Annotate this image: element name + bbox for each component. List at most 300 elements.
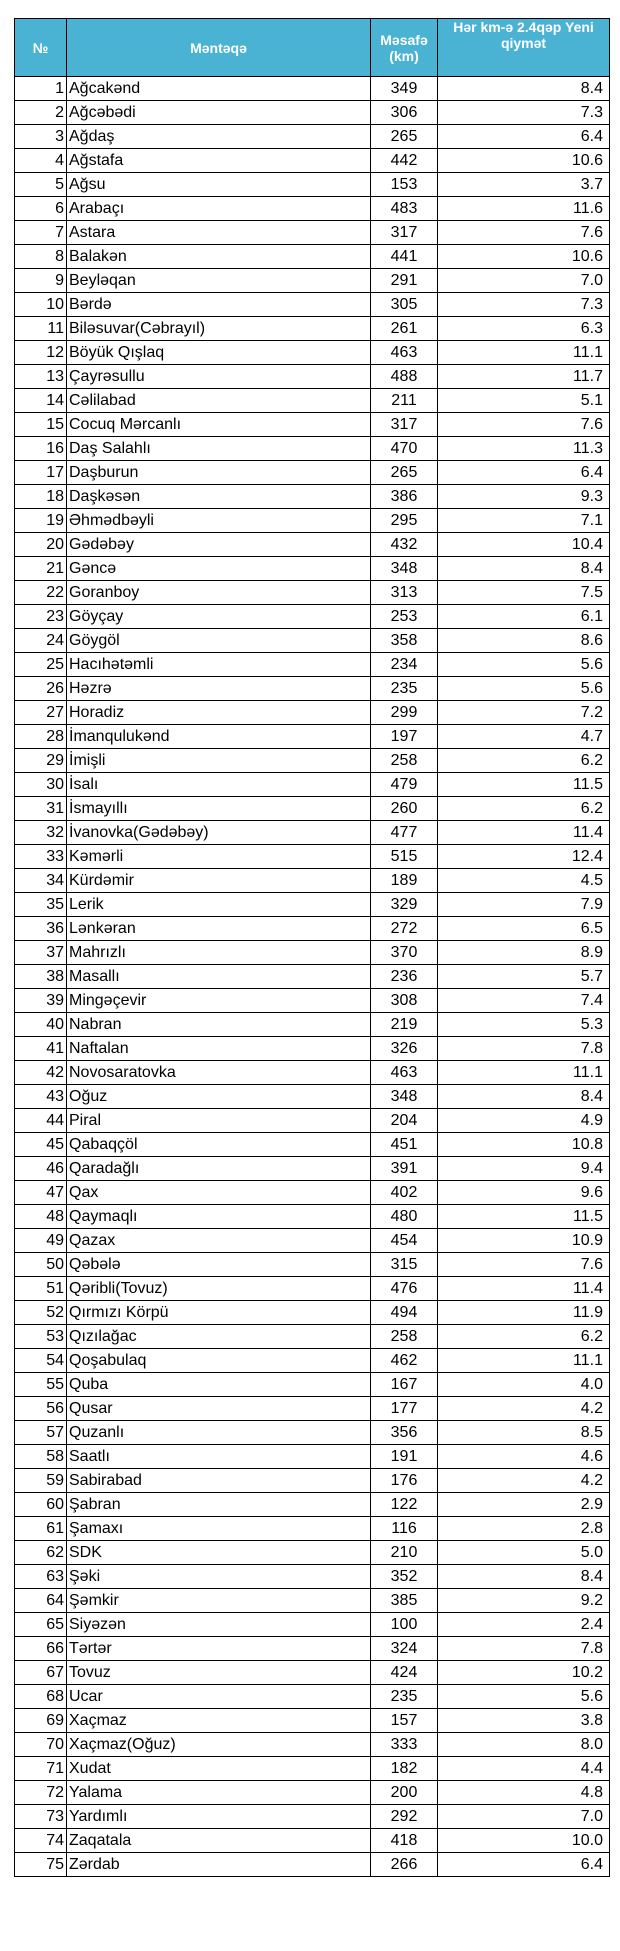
table-row bbox=[15, 869, 610, 893]
price-cell: 11.4 bbox=[438, 821, 610, 845]
distance-cell: 352 bbox=[371, 1565, 438, 1589]
table-row bbox=[15, 845, 610, 869]
location-cell: Zaqatala bbox=[67, 1829, 371, 1853]
distance-cell: 235 bbox=[371, 677, 438, 701]
table-row bbox=[15, 1565, 610, 1589]
location-cell: Qusar bbox=[67, 1397, 371, 1421]
distance-cell: 483 bbox=[371, 197, 438, 221]
table-body bbox=[15, 77, 610, 1877]
table-row bbox=[15, 1013, 610, 1037]
price-cell: 5.6 bbox=[438, 677, 610, 701]
price-cell: 6.1 bbox=[438, 605, 610, 629]
distance-cell: 308 bbox=[371, 989, 438, 1013]
row-number-cell: 48 bbox=[15, 1205, 67, 1229]
price-cell: 8.9 bbox=[438, 941, 610, 965]
header-distance: Məsafə (km) bbox=[371, 19, 438, 77]
table-row bbox=[15, 1589, 610, 1613]
distance-cell: 253 bbox=[371, 605, 438, 629]
row-number-cell: 20 bbox=[15, 533, 67, 557]
location-cell: Qabaqçöl bbox=[67, 1133, 371, 1157]
row-number-cell: 71 bbox=[15, 1757, 67, 1781]
price-cell: 2.4 bbox=[438, 1613, 610, 1637]
price-cell: 5.1 bbox=[438, 389, 610, 413]
table-row bbox=[15, 533, 610, 557]
table-row bbox=[15, 1637, 610, 1661]
table-row bbox=[15, 989, 610, 1013]
location-cell: Zərdab bbox=[67, 1853, 371, 1877]
distance-cell: 157 bbox=[371, 1709, 438, 1733]
distance-cell: 258 bbox=[371, 749, 438, 773]
distance-cell: 234 bbox=[371, 653, 438, 677]
table-row bbox=[15, 965, 610, 989]
distance-cell: 116 bbox=[371, 1517, 438, 1541]
location-cell: Siyəzən bbox=[67, 1613, 371, 1637]
location-cell: Hacıhətəmli bbox=[67, 653, 371, 677]
distance-cell: 236 bbox=[371, 965, 438, 989]
location-cell: Ağcakənd bbox=[67, 77, 371, 101]
table-row bbox=[15, 1493, 610, 1517]
price-cell: 3.8 bbox=[438, 1709, 610, 1733]
distance-cell: 313 bbox=[371, 581, 438, 605]
distance-cell: 454 bbox=[371, 1229, 438, 1253]
location-cell: Yalama bbox=[67, 1781, 371, 1805]
distance-cell: 211 bbox=[371, 389, 438, 413]
distance-cell: 317 bbox=[371, 413, 438, 437]
row-number-cell: 8 bbox=[15, 245, 67, 269]
price-cell: 4.4 bbox=[438, 1757, 610, 1781]
row-number-cell: 65 bbox=[15, 1613, 67, 1637]
distance-cell: 260 bbox=[371, 797, 438, 821]
distance-cell: 306 bbox=[371, 101, 438, 125]
distance-cell: 261 bbox=[371, 317, 438, 341]
location-cell: Gədəbəy bbox=[67, 533, 371, 557]
location-cell: Daşkəsən bbox=[67, 485, 371, 509]
location-cell: Ağdaş bbox=[67, 125, 371, 149]
price-cell: 11.6 bbox=[438, 197, 610, 221]
row-number-cell: 23 bbox=[15, 605, 67, 629]
row-number-cell: 16 bbox=[15, 437, 67, 461]
location-cell: Gəncə bbox=[67, 557, 371, 581]
row-number-cell: 5 bbox=[15, 173, 67, 197]
price-cell: 10.0 bbox=[438, 1829, 610, 1853]
row-number-cell: 39 bbox=[15, 989, 67, 1013]
price-cell: 11.9 bbox=[438, 1301, 610, 1325]
location-cell: Lənkəran bbox=[67, 917, 371, 941]
location-cell: Kürdəmir bbox=[67, 869, 371, 893]
row-number-cell: 70 bbox=[15, 1733, 67, 1757]
row-number-cell: 72 bbox=[15, 1781, 67, 1805]
price-cell: 2.8 bbox=[438, 1517, 610, 1541]
price-cell: 6.2 bbox=[438, 749, 610, 773]
price-cell: 8.0 bbox=[438, 1733, 610, 1757]
price-cell: 9.3 bbox=[438, 485, 610, 509]
row-number-cell: 33 bbox=[15, 845, 67, 869]
price-table bbox=[14, 18, 610, 1877]
location-cell: Ağstafa bbox=[67, 149, 371, 173]
row-number-cell: 52 bbox=[15, 1301, 67, 1325]
location-cell: Naftalan bbox=[67, 1037, 371, 1061]
distance-cell: 348 bbox=[371, 557, 438, 581]
distance-cell: 385 bbox=[371, 1589, 438, 1613]
row-number-cell: 42 bbox=[15, 1061, 67, 1085]
row-number-cell: 18 bbox=[15, 485, 67, 509]
price-cell: 8.4 bbox=[438, 1565, 610, 1589]
distance-cell: 348 bbox=[371, 1085, 438, 1109]
location-cell: SDK bbox=[67, 1541, 371, 1565]
price-cell: 7.5 bbox=[438, 581, 610, 605]
distance-cell: 386 bbox=[371, 485, 438, 509]
table-row bbox=[15, 365, 610, 389]
distance-cell: 324 bbox=[371, 1637, 438, 1661]
table-row bbox=[15, 1685, 610, 1709]
table-row bbox=[15, 1421, 610, 1445]
row-number-cell: 9 bbox=[15, 269, 67, 293]
price-cell: 7.6 bbox=[438, 221, 610, 245]
table-row bbox=[15, 1661, 610, 1685]
row-number-cell: 21 bbox=[15, 557, 67, 581]
distance-cell: 442 bbox=[371, 149, 438, 173]
price-cell: 7.2 bbox=[438, 701, 610, 725]
row-number-cell: 45 bbox=[15, 1133, 67, 1157]
price-cell: 7.4 bbox=[438, 989, 610, 1013]
table-row bbox=[15, 1829, 610, 1853]
table-row bbox=[15, 1301, 610, 1325]
row-number-cell: 49 bbox=[15, 1229, 67, 1253]
price-cell: 11.5 bbox=[438, 773, 610, 797]
location-cell: Nabran bbox=[67, 1013, 371, 1037]
location-cell: Cəlilabad bbox=[67, 389, 371, 413]
price-cell: 7.9 bbox=[438, 893, 610, 917]
price-cell: 7.3 bbox=[438, 293, 610, 317]
distance-cell: 272 bbox=[371, 917, 438, 941]
location-cell: Masallı bbox=[67, 965, 371, 989]
location-cell: Daş Salahlı bbox=[67, 437, 371, 461]
row-number-cell: 61 bbox=[15, 1517, 67, 1541]
distance-cell: 182 bbox=[371, 1757, 438, 1781]
location-cell: Piral bbox=[67, 1109, 371, 1133]
distance-cell: 219 bbox=[371, 1013, 438, 1037]
table-row bbox=[15, 101, 610, 125]
row-number-cell: 26 bbox=[15, 677, 67, 701]
table-row bbox=[15, 269, 610, 293]
location-cell: Qırmızı Körpü bbox=[67, 1301, 371, 1325]
table-row bbox=[15, 317, 610, 341]
distance-cell: 488 bbox=[371, 365, 438, 389]
distance-cell: 432 bbox=[371, 533, 438, 557]
price-cell: 11.1 bbox=[438, 341, 610, 365]
distance-cell: 470 bbox=[371, 437, 438, 461]
price-cell: 10.8 bbox=[438, 1133, 610, 1157]
price-cell: 10.6 bbox=[438, 149, 610, 173]
table-row bbox=[15, 77, 610, 101]
row-number-cell: 32 bbox=[15, 821, 67, 845]
distance-cell: 462 bbox=[371, 1349, 438, 1373]
table-row bbox=[15, 1757, 610, 1781]
location-cell: Qəribli(Tovuz) bbox=[67, 1277, 371, 1301]
row-number-cell: 63 bbox=[15, 1565, 67, 1589]
row-number-cell: 53 bbox=[15, 1325, 67, 1349]
price-cell: 5.6 bbox=[438, 1685, 610, 1709]
row-number-cell: 1 bbox=[15, 77, 67, 101]
price-cell: 6.4 bbox=[438, 125, 610, 149]
price-cell: 7.6 bbox=[438, 413, 610, 437]
location-cell: Ağcəbədi bbox=[67, 101, 371, 125]
table-row bbox=[15, 941, 610, 965]
table-row bbox=[15, 485, 610, 509]
row-number-cell: 37 bbox=[15, 941, 67, 965]
row-number-cell: 56 bbox=[15, 1397, 67, 1421]
distance-cell: 317 bbox=[371, 221, 438, 245]
row-number-cell: 67 bbox=[15, 1661, 67, 1685]
distance-cell: 292 bbox=[371, 1805, 438, 1829]
location-cell: İmişli bbox=[67, 749, 371, 773]
distance-cell: 189 bbox=[371, 869, 438, 893]
row-number-cell: 36 bbox=[15, 917, 67, 941]
location-cell: Mahrızlı bbox=[67, 941, 371, 965]
table-row bbox=[15, 1325, 610, 1349]
location-cell: Quba bbox=[67, 1373, 371, 1397]
distance-cell: 295 bbox=[371, 509, 438, 533]
location-cell: Şabran bbox=[67, 1493, 371, 1517]
price-cell: 8.4 bbox=[438, 77, 610, 101]
distance-cell: 153 bbox=[371, 173, 438, 197]
table-row bbox=[15, 1517, 610, 1541]
table-row bbox=[15, 1157, 610, 1181]
table-row bbox=[15, 1709, 610, 1733]
distance-cell: 326 bbox=[371, 1037, 438, 1061]
location-cell: Şəki bbox=[67, 1565, 371, 1589]
price-cell: 4.2 bbox=[438, 1397, 610, 1421]
location-cell: Şəmkir bbox=[67, 1589, 371, 1613]
row-number-cell: 44 bbox=[15, 1109, 67, 1133]
header-location: Məntəqə bbox=[67, 19, 371, 77]
row-number-cell: 38 bbox=[15, 965, 67, 989]
location-cell: Saatlı bbox=[67, 1445, 371, 1469]
price-cell: 11.4 bbox=[438, 1277, 610, 1301]
distance-cell: 265 bbox=[371, 125, 438, 149]
row-number-cell: 22 bbox=[15, 581, 67, 605]
row-number-cell: 46 bbox=[15, 1157, 67, 1181]
price-cell: 11.1 bbox=[438, 1061, 610, 1085]
location-cell: Həzrə bbox=[67, 677, 371, 701]
location-cell: İvanovka(Gədəbəy) bbox=[67, 821, 371, 845]
location-cell: Daşburun bbox=[67, 461, 371, 485]
table-row bbox=[15, 749, 610, 773]
distance-cell: 266 bbox=[371, 1853, 438, 1877]
distance-cell: 451 bbox=[371, 1133, 438, 1157]
distance-cell: 402 bbox=[371, 1181, 438, 1205]
price-cell: 4.7 bbox=[438, 725, 610, 749]
row-number-cell: 59 bbox=[15, 1469, 67, 1493]
table-row bbox=[15, 293, 610, 317]
table-header bbox=[15, 19, 610, 77]
location-cell: Quzanlı bbox=[67, 1421, 371, 1445]
table-row bbox=[15, 1541, 610, 1565]
location-cell: Ucar bbox=[67, 1685, 371, 1709]
row-number-cell: 43 bbox=[15, 1085, 67, 1109]
table-row bbox=[15, 725, 610, 749]
row-number-cell: 73 bbox=[15, 1805, 67, 1829]
distance-cell: 204 bbox=[371, 1109, 438, 1133]
row-number-cell: 10 bbox=[15, 293, 67, 317]
location-cell: Çayrəsullu bbox=[67, 365, 371, 389]
price-cell: 5.3 bbox=[438, 1013, 610, 1037]
location-cell: Yardımlı bbox=[67, 1805, 371, 1829]
price-cell: 11.3 bbox=[438, 437, 610, 461]
location-cell: Qəbələ bbox=[67, 1253, 371, 1277]
table-row bbox=[15, 629, 610, 653]
distance-cell: 191 bbox=[371, 1445, 438, 1469]
location-cell: Arabaçı bbox=[67, 197, 371, 221]
table-row bbox=[15, 1253, 610, 1277]
distance-cell: 349 bbox=[371, 77, 438, 101]
location-cell: Qaymaqlı bbox=[67, 1205, 371, 1229]
price-cell: 6.4 bbox=[438, 1853, 610, 1877]
location-cell: İmanqulukənd bbox=[67, 725, 371, 749]
table-row bbox=[15, 1229, 610, 1253]
row-number-cell: 62 bbox=[15, 1541, 67, 1565]
price-cell: 7.6 bbox=[438, 1253, 610, 1277]
distance-cell: 200 bbox=[371, 1781, 438, 1805]
distance-cell: 258 bbox=[371, 1325, 438, 1349]
table-row bbox=[15, 1133, 610, 1157]
location-cell: Qax bbox=[67, 1181, 371, 1205]
distance-cell: 176 bbox=[371, 1469, 438, 1493]
location-cell: Astara bbox=[67, 221, 371, 245]
table-row bbox=[15, 149, 610, 173]
distance-cell: 299 bbox=[371, 701, 438, 725]
row-number-cell: 28 bbox=[15, 725, 67, 749]
distance-cell: 424 bbox=[371, 1661, 438, 1685]
row-number-cell: 25 bbox=[15, 653, 67, 677]
row-number-cell: 50 bbox=[15, 1253, 67, 1277]
row-number-cell: 14 bbox=[15, 389, 67, 413]
distance-cell: 479 bbox=[371, 773, 438, 797]
distance-cell: 333 bbox=[371, 1733, 438, 1757]
distance-cell: 477 bbox=[371, 821, 438, 845]
row-number-cell: 17 bbox=[15, 461, 67, 485]
row-number-cell: 41 bbox=[15, 1037, 67, 1061]
table-row bbox=[15, 1109, 610, 1133]
price-cell: 5.6 bbox=[438, 653, 610, 677]
distance-cell: 370 bbox=[371, 941, 438, 965]
price-cell: 10.9 bbox=[438, 1229, 610, 1253]
price-cell: 6.5 bbox=[438, 917, 610, 941]
price-cell: 9.6 bbox=[438, 1181, 610, 1205]
location-cell: Tərtər bbox=[67, 1637, 371, 1661]
table-row bbox=[15, 1397, 610, 1421]
row-number-cell: 34 bbox=[15, 869, 67, 893]
distance-cell: 515 bbox=[371, 845, 438, 869]
table-row bbox=[15, 1373, 610, 1397]
table-row bbox=[15, 1445, 610, 1469]
distance-cell: 476 bbox=[371, 1277, 438, 1301]
location-cell: Balakən bbox=[67, 245, 371, 269]
location-cell: Horadiz bbox=[67, 701, 371, 725]
table-row bbox=[15, 413, 610, 437]
distance-cell: 122 bbox=[371, 1493, 438, 1517]
price-cell: 8.6 bbox=[438, 629, 610, 653]
distance-cell: 305 bbox=[371, 293, 438, 317]
row-number-cell: 30 bbox=[15, 773, 67, 797]
location-cell: Göygöl bbox=[67, 629, 371, 653]
table-row bbox=[15, 461, 610, 485]
distance-cell: 463 bbox=[371, 1061, 438, 1085]
location-cell: Cocuq Mərcanlı bbox=[67, 413, 371, 437]
distance-cell: 494 bbox=[371, 1301, 438, 1325]
location-cell: İsmayıllı bbox=[67, 797, 371, 821]
table-row bbox=[15, 1469, 610, 1493]
table-row bbox=[15, 1085, 610, 1109]
distance-cell: 197 bbox=[371, 725, 438, 749]
location-cell: Bərdə bbox=[67, 293, 371, 317]
table-row bbox=[15, 197, 610, 221]
price-cell: 4.2 bbox=[438, 1469, 610, 1493]
location-cell: Beyləqan bbox=[67, 269, 371, 293]
distance-cell: 265 bbox=[371, 461, 438, 485]
row-number-cell: 68 bbox=[15, 1685, 67, 1709]
table-row bbox=[15, 653, 610, 677]
table-row bbox=[15, 917, 610, 941]
location-cell: Mingəçevir bbox=[67, 989, 371, 1013]
location-cell: Xaçmaz(Oğuz) bbox=[67, 1733, 371, 1757]
price-cell: 9.4 bbox=[438, 1157, 610, 1181]
table-row bbox=[15, 797, 610, 821]
row-number-cell: 12 bbox=[15, 341, 67, 365]
price-cell: 5.7 bbox=[438, 965, 610, 989]
price-cell: 11.1 bbox=[438, 1349, 610, 1373]
price-cell: 4.9 bbox=[438, 1109, 610, 1133]
distance-cell: 291 bbox=[371, 269, 438, 293]
price-cell: 7.1 bbox=[438, 509, 610, 533]
price-cell: 6.2 bbox=[438, 797, 610, 821]
row-number-cell: 6 bbox=[15, 197, 67, 221]
table-row bbox=[15, 437, 610, 461]
table-row bbox=[15, 1205, 610, 1229]
distance-cell: 167 bbox=[371, 1373, 438, 1397]
row-number-cell: 31 bbox=[15, 797, 67, 821]
location-cell: Biləsuvar(Cəbrayıl) bbox=[67, 317, 371, 341]
row-number-cell: 4 bbox=[15, 149, 67, 173]
location-cell: Qazax bbox=[67, 1229, 371, 1253]
table-row bbox=[15, 821, 610, 845]
row-number-cell: 13 bbox=[15, 365, 67, 389]
distance-cell: 418 bbox=[371, 1829, 438, 1853]
row-number-cell: 35 bbox=[15, 893, 67, 917]
location-cell: Ağsu bbox=[67, 173, 371, 197]
row-number-cell: 64 bbox=[15, 1589, 67, 1613]
table-row bbox=[15, 893, 610, 917]
location-cell: Sabirabad bbox=[67, 1469, 371, 1493]
row-number-cell: 27 bbox=[15, 701, 67, 725]
table-row bbox=[15, 1805, 610, 1829]
price-cell: 2.9 bbox=[438, 1493, 610, 1517]
row-number-cell: 75 bbox=[15, 1853, 67, 1877]
location-cell: Tovuz bbox=[67, 1661, 371, 1685]
row-number-cell: 47 bbox=[15, 1181, 67, 1205]
distance-cell: 235 bbox=[371, 1685, 438, 1709]
table-row bbox=[15, 245, 610, 269]
price-cell: 7.3 bbox=[438, 101, 610, 125]
table-row bbox=[15, 341, 610, 365]
location-cell: Qızılağac bbox=[67, 1325, 371, 1349]
price-cell: 10.6 bbox=[438, 245, 610, 269]
table-row bbox=[15, 1037, 610, 1061]
price-cell: 7.8 bbox=[438, 1037, 610, 1061]
distance-cell: 100 bbox=[371, 1613, 438, 1637]
price-cell: 4.5 bbox=[438, 869, 610, 893]
table-row bbox=[15, 389, 610, 413]
